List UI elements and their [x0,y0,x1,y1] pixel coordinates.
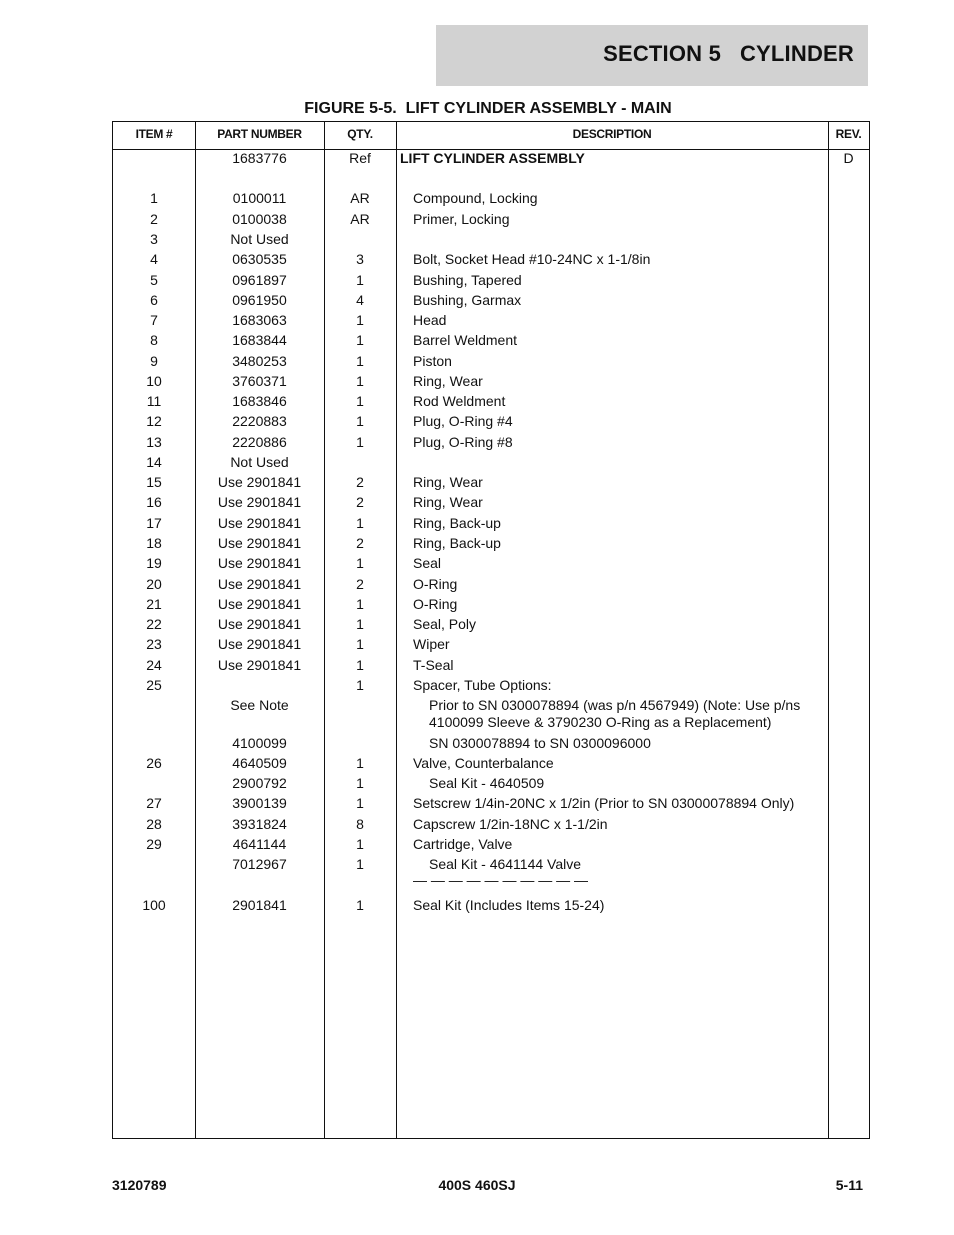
part-number-cell: 3760371 [232,373,287,389]
part-number-cell: See Note [230,697,289,713]
part-number-cell: 3900139 [232,795,287,811]
part-number-cell: Use 2901841 [217,474,302,490]
item-number-cell: 24 [146,657,162,673]
quantity-cell: 1 [356,413,364,429]
description-cell: — — — — — — — — — — [413,872,589,888]
part-number-cell: 2220886 [232,434,287,450]
item-number-cell: 23 [146,636,162,652]
quantity-cell: 1 [356,657,364,673]
description-cell: Compound, Locking [413,190,538,206]
column-header-rev: REV. [835,127,862,141]
description-cell: Barrel Weldment [413,332,518,348]
item-number-cell: 25 [146,677,162,693]
description-cell: Ring, Wear [413,373,483,389]
item-number-cell: 11 [146,393,162,409]
part-number-cell: Use 2901841 [217,596,302,612]
quantity-cell: 1 [356,795,364,811]
description-cell: Plug, O-Ring #8 [413,434,513,450]
description-cell: Head [413,312,447,328]
figure-title: FIGURE 5-5. LIFT CYLINDER ASSEMBLY - MAIN [304,100,672,117]
quantity-cell: 1 [356,332,364,348]
quantity-cell: 1 [356,636,364,652]
item-number-cell: 5 [150,272,158,288]
part-number-cell: Not Used [230,454,289,470]
item-number-cell: 27 [146,795,162,811]
part-number-cell: Use 2901841 [217,515,302,531]
part-number-cell: 1683846 [232,393,287,409]
part-number-cell: Use 2901841 [217,636,302,652]
item-number-cell: 8 [150,332,158,348]
description-cell: Valve, Counterbalance [413,755,554,771]
section-title: SECTION 5 CYLINDER [603,41,854,66]
quantity-cell: 1 [356,515,364,531]
quantity-cell: 1 [356,353,364,369]
quantity-cell: 1 [356,755,364,771]
description-cell: SN 0300078894 to SN 0300096000 [429,735,651,751]
description-cell: Plug, O-Ring #4 [413,413,513,429]
item-number-cell: 26 [146,755,162,771]
footer-doc-number: 3120789 [112,1177,167,1193]
section-header [436,25,868,86]
item-number-cell: 9 [150,353,158,369]
quantity-cell: 1 [356,555,364,571]
part-number-cell: 3931824 [232,816,287,832]
description-cell: Cartridge, Valve [413,836,513,852]
quantity-cell: 4 [356,292,364,308]
description-cell: Ring, Back-up [413,535,501,551]
item-number-cell: 100 [142,897,166,913]
item-number-cell: 16 [146,494,162,510]
item-number-cell: 20 [146,576,162,592]
quantity-cell: 1 [356,616,364,632]
quantity-cell: 2 [356,535,364,551]
part-number-cell: Use 2901841 [217,576,302,592]
part-number-cell: Use 2901841 [217,535,302,551]
part-number-cell: Use 2901841 [217,494,302,510]
part-number-cell: 1683776 [232,150,287,166]
footer-page-number: 5-11 [835,1177,863,1193]
part-number-cell: 0961950 [232,292,287,308]
part-number-cell: Not Used [230,231,289,247]
item-number-cell: 28 [146,816,162,832]
description-cell: O-Ring [413,596,458,612]
column-header-item: ITEM # [135,127,173,141]
description-cell: Wiper [413,636,450,652]
part-number-cell: 3480253 [232,353,287,369]
quantity-cell: 1 [356,373,364,389]
item-number-cell: 10 [146,373,162,389]
description-cell: Seal Kit (Includes Items 15-24) [413,897,605,913]
quantity-cell: 2 [356,576,364,592]
column-divider [396,122,397,1138]
quantity-cell: 1 [356,856,364,872]
quantity-cell: 1 [356,393,364,409]
description-cell: O-Ring [413,576,458,592]
description-cell: Primer, Locking [413,211,510,227]
footer-model: 400S 460SJ [438,1177,516,1193]
column-header-description: DESCRIPTION [572,127,652,141]
description-cell: Bushing, Garmax [413,292,522,308]
part-number-cell: Use 2901841 [217,657,302,673]
description-cell: Piston [413,353,452,369]
column-header-part-number: PART NUMBER [217,127,302,141]
item-number-cell: 4 [150,251,158,267]
description-cell: Seal, Poly [413,616,477,632]
description-cell: Ring, Wear [413,474,483,490]
part-number-cell: 0961897 [232,272,287,288]
quantity-cell: 2 [356,474,364,490]
description-cell: Seal [413,555,442,571]
part-number-cell: 4640509 [232,755,287,771]
quantity-cell: 1 [356,596,364,612]
quantity-cell: 2 [356,494,364,510]
item-number-cell: 3 [150,231,158,247]
description-cell: Setscrew 1/4in-20NC x 1/2in (Prior to SN 03000078894 Only) [413,795,795,811]
quantity-cell: 1 [356,312,364,328]
item-number-cell: 21 [146,596,162,612]
description-cell: Prior to SN 0300078894 (was p/n 4567949) (Note: Use p/ns 4100099 Sleeve & 3790230 O-Ring as a Replacement) [429,697,801,730]
quantity-cell: 1 [356,775,364,791]
quantity-cell: 1 [356,677,364,693]
revision-cell: D [843,150,854,166]
description-cell: LIFT CYLINDER ASSEMBLY [400,150,585,166]
description-cell: Capscrew 1/2in-18NC x 1-1/2in [413,816,608,832]
description-cell: Bolt, Socket Head #10-24NC x 1-1/8in [413,251,651,267]
item-number-cell: 15 [146,474,162,490]
description-cell: Rod Weldment [413,393,506,409]
item-number-cell: 2 [150,211,158,227]
description-cell: Seal Kit - 4641144 Valve [429,856,582,872]
part-number-cell: 7012967 [232,856,287,872]
quantity-cell: 1 [356,836,364,852]
quantity-cell: AR [350,190,370,206]
item-number-cell: 19 [146,555,162,571]
item-number-cell: 29 [146,836,162,852]
part-number-cell: 1683063 [232,312,287,328]
item-number-cell: 14 [146,454,162,470]
description-cell: T-Seal [413,657,454,673]
item-number-cell: 17 [146,515,162,531]
quantity-cell: Ref [349,150,371,166]
description-cell: Bushing, Tapered [413,272,522,288]
part-number-cell: 4100099 [232,735,287,751]
item-number-cell: 18 [146,535,162,551]
part-number-cell: 4641144 [232,836,287,852]
part-number-cell: 2220883 [232,413,287,429]
quantity-cell: 3 [356,251,364,267]
item-number-cell: 12 [146,413,162,429]
part-number-cell: 2900792 [232,775,287,791]
description-cell: Ring, Back-up [413,515,501,531]
quantity-cell: AR [350,211,370,227]
part-number-cell: Use 2901841 [217,555,302,571]
item-number-cell: 1 [150,190,158,206]
part-number-cell: 2901841 [232,897,287,913]
part-number-cell: 0100011 [232,190,287,206]
quantity-cell: 1 [356,272,364,288]
part-number-cell: 1683844 [232,332,287,348]
item-number-cell: 22 [146,616,162,632]
quantity-cell: 8 [356,816,364,832]
item-number-cell: 7 [150,312,158,328]
item-number-cell: 6 [150,292,158,308]
part-number-cell: Use 2901841 [217,616,302,632]
quantity-cell: 1 [356,434,364,450]
column-header-qty: QTY. [347,127,373,141]
part-number-cell: 0630535 [232,251,287,267]
description-cell: Ring, Wear [413,494,483,510]
parts-table [112,121,870,1139]
item-number-cell: 13 [146,434,162,450]
description-cell: Spacer, Tube Options: [413,677,552,693]
part-number-cell: 0100038 [232,211,287,227]
description-cell: Seal Kit - 4640509 [429,775,545,791]
quantity-cell: 1 [356,897,364,913]
